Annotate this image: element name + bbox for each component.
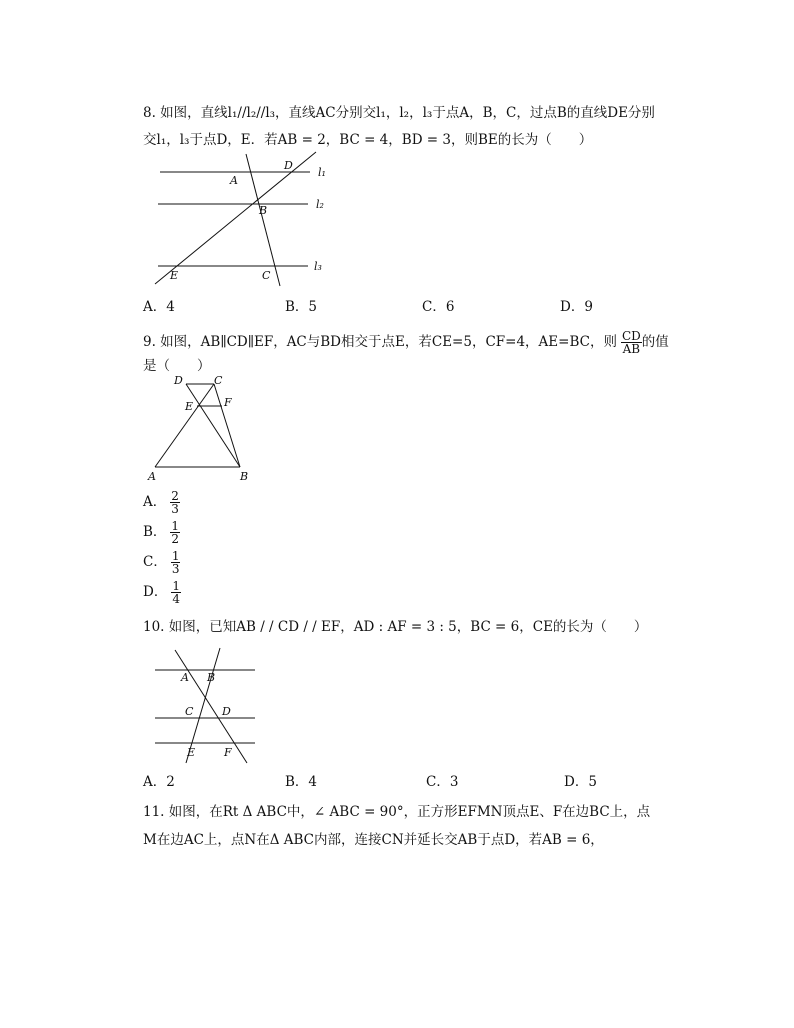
q10-option-a[interactable]: A．2 (143, 774, 175, 790)
q9-label-b: B (240, 470, 249, 483)
q11-text-line1: 11. 如图，在Rt Δ ABC中，∠ ABC = 90°，正方形EFMN顶点E、F在边BC上，点 (143, 804, 651, 820)
q10-label-b: B (207, 671, 216, 684)
q8-label-a: A (230, 174, 238, 187)
q8-label-e: E (170, 269, 179, 282)
q9-text-line1 (143, 330, 669, 355)
q8-label-b: B (259, 204, 268, 217)
q8-label-c: C (262, 269, 271, 282)
q10-figure (150, 645, 265, 765)
q10-label-c: C (185, 705, 194, 718)
q9-label-f: F (224, 396, 232, 409)
q8-option-c[interactable]: C．6 (422, 299, 455, 315)
q10-option-b[interactable]: B．4 (285, 774, 318, 790)
q9-label-a: A (148, 470, 156, 483)
q8-text-line2: 交l₁，l₃于点D，E．若AB = 2，BC = 4，BD = 3，则BE的长为（ ） (143, 132, 593, 148)
q9-fraction-den: AB (622, 342, 641, 356)
q10-option-c[interactable]: C．3 (426, 774, 459, 790)
q10-label-d: D (222, 705, 231, 718)
q11-text-line2: M在边AC上，点N在Δ ABC内部，连接CN并延长交AB于点D，若AB = 6， (143, 832, 604, 848)
q8-figure (150, 152, 340, 287)
q10-label-a: A (181, 671, 189, 684)
q9-text-line2: 是（ ） (143, 358, 211, 374)
q8-text-line1: 8. 如图，直线l₁//l₂//l₃，直线AC分别交l₁，l₂，l₃于点A，B，C，过点B的直线DE分别 (143, 105, 655, 121)
q9-option-c[interactable]: C． $\frac{1}{3}$ (143, 549, 180, 576)
q8-option-d[interactable]: D．9 (560, 299, 593, 315)
q10-label-f: F (224, 746, 232, 759)
q9-fraction-num: CD (621, 329, 641, 343)
q9-figure (150, 372, 265, 484)
q9-label-d: D (174, 374, 183, 387)
q9-text-post: 的值 (641, 334, 669, 350)
q9-text-pre: 9. 如图，AB∥CD∥EF，AC与BD相交于点E，若CE=5，CF=4，AE=BC，则 (143, 334, 617, 350)
q8-option-a[interactable]: A．4 (143, 299, 175, 315)
q8-label-l3: l₃ (314, 260, 322, 273)
q8-label-l1: l₁ (318, 166, 326, 179)
q9-option-d[interactable]: D． $\frac{1}{4}$ (143, 579, 180, 606)
q10-text-line1: 10. 如图，已知AB / / CD / / EF，AD : AF = 3 : 5，BC = 6，CE的长为（ ） (143, 619, 648, 635)
q8-label-d: D (284, 159, 293, 172)
q8-option-b[interactable]: B．5 (285, 299, 318, 315)
q9-label-e: E (185, 400, 194, 413)
q10-label-e: E (187, 746, 196, 759)
q8-label-l2: l₂ (316, 198, 324, 211)
q9-option-b[interactable]: B． $\frac{1}{2}$ (143, 519, 180, 546)
q9-option-a[interactable]: A． $\frac{2}{3}$ (143, 489, 179, 516)
q9-label-c: C (214, 374, 223, 387)
q10-option-d[interactable]: D．5 (564, 774, 597, 790)
q9-fraction (621, 330, 642, 355)
